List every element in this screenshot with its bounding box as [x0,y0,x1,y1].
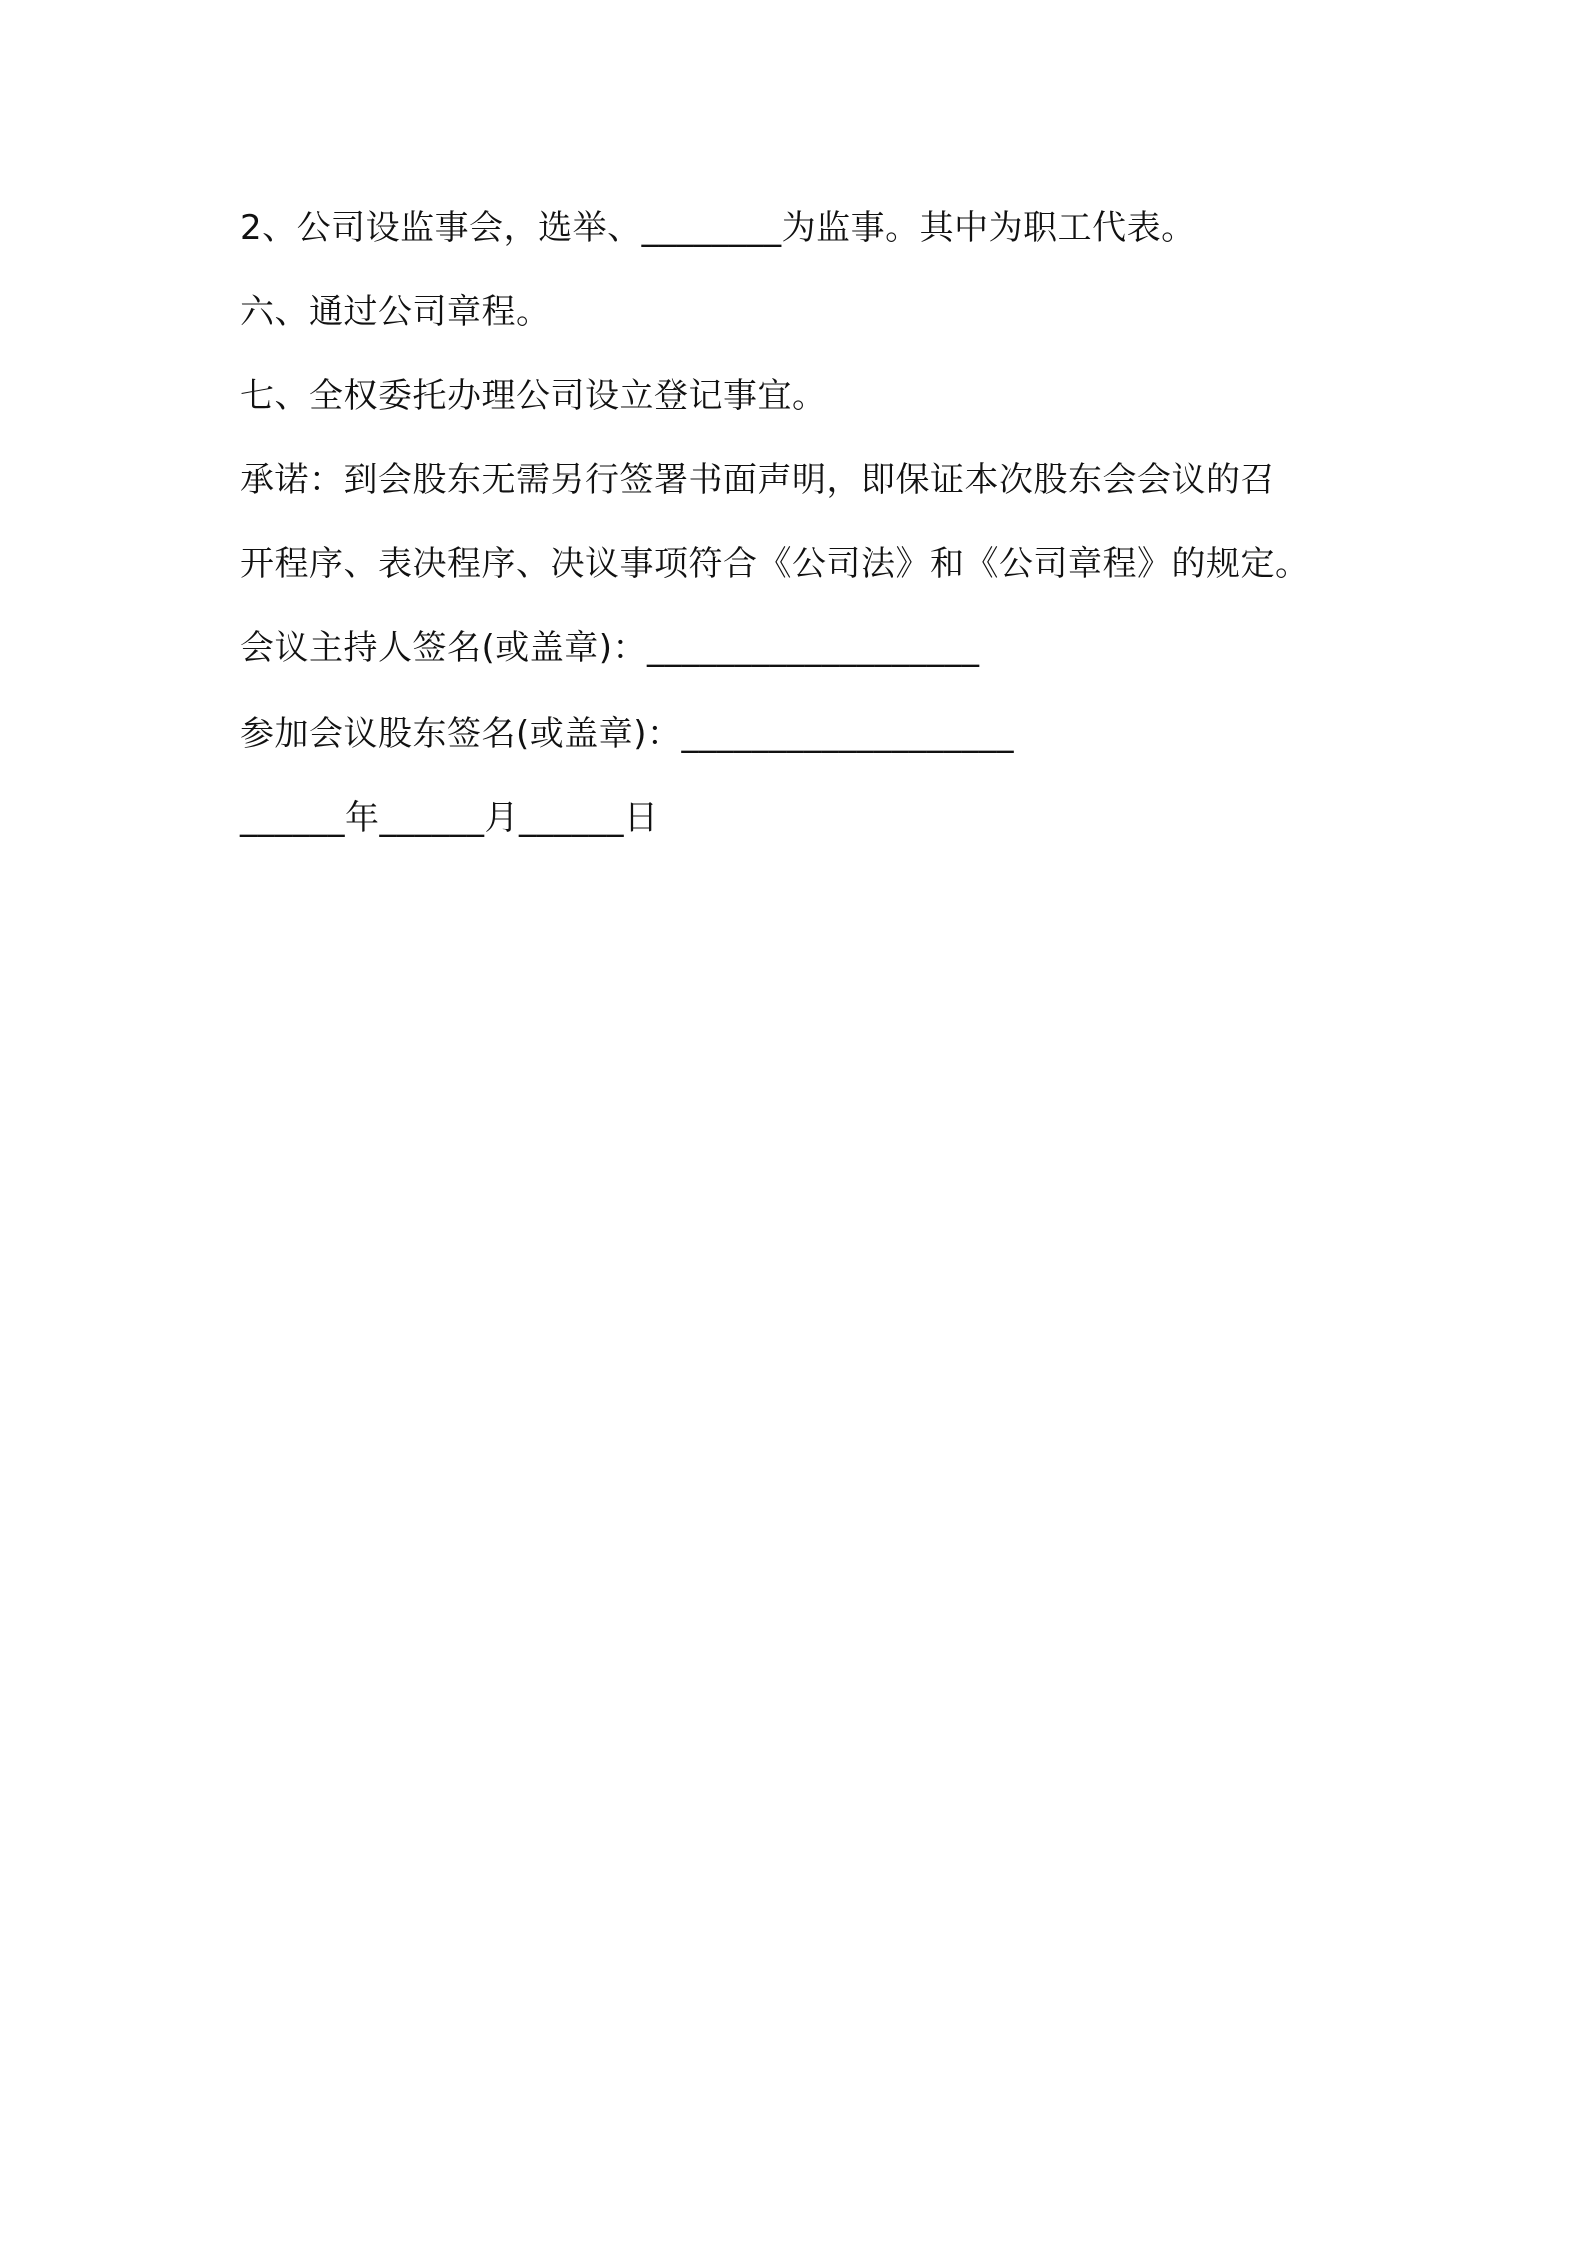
registration-clause: 七、全权委托办理公司设立登记事宜。 [240,376,827,416]
date-line: ______年______月______日 [240,798,659,838]
supervisor-clause: 2、公司设监事会，选举、________为监事。其中为职工代表。 [240,208,1196,248]
host-signature-line: 会议主持人签名(或盖章)：___________________ [240,628,980,668]
articles-clause: 六、通过公司章程。 [240,292,551,332]
commitment-line-1: 承诺：到会股东无需另行签署书面声明，即保证本次股东会会议的召 [240,460,1275,500]
commitment-line-2: 开程序、表决程序、决议事项符合《公司法》和《公司章程》的规定。 [240,544,1310,584]
shareholder-signature-line: 参加会议股东签名(或盖章)：___________________ [240,714,1015,754]
